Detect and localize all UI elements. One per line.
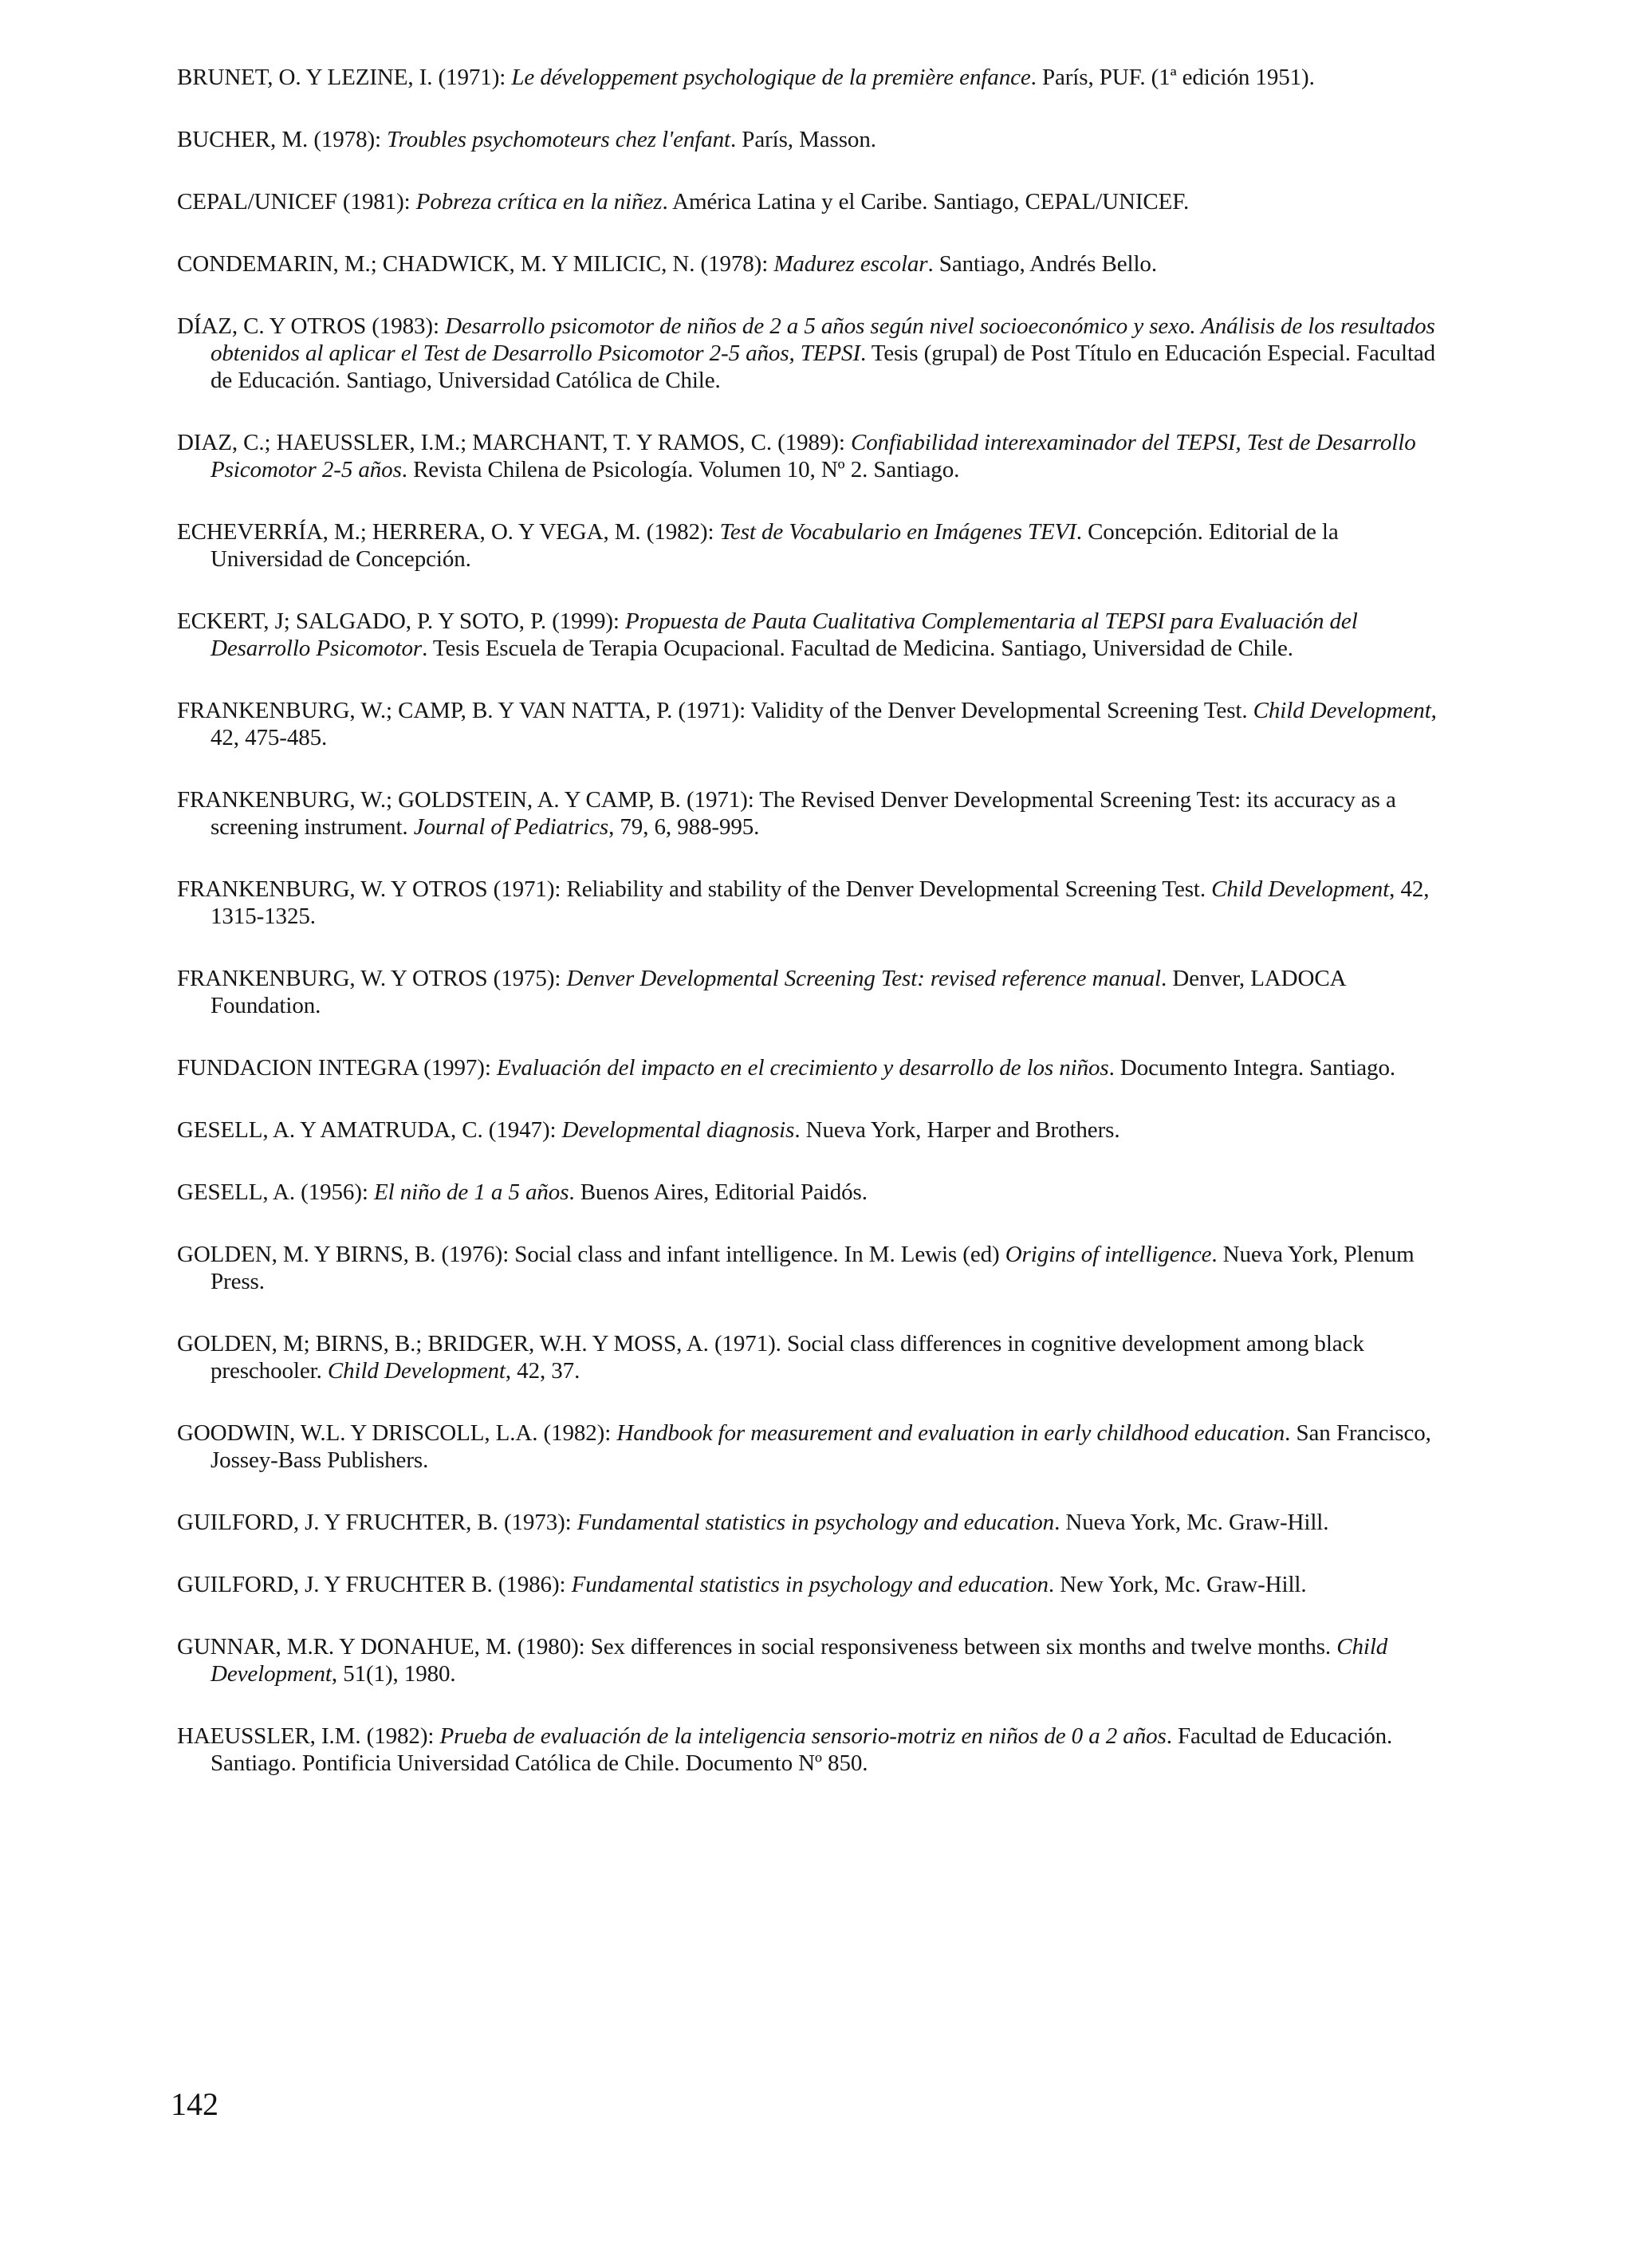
reference-title: Denver Developmental Screening Test: revised reference manual <box>566 966 1162 991</box>
reference-entry <box>177 1054 1453 1081</box>
reference-publication: , 79, 6, 988-995. <box>608 814 760 840</box>
reference-authors: GUNNAR, M.R. Y DONAHUE, M. (1980): Sex differences in social responsiveness between six months and twelve months. <box>177 1634 1337 1660</box>
reference-publication: , 42, 37. <box>505 1358 580 1384</box>
reference-title: Confiabilidad interexaminador del TEPSI, Test de Desarrollo Psicomotor 2-5 años <box>211 430 1416 482</box>
reference-entry <box>177 1330 1453 1384</box>
reference-publication: . Buenos Aires, Editorial Paidós. <box>569 1179 868 1205</box>
reference-title: Le développement psychologique de la première enfance <box>511 65 1031 90</box>
reference-authors: GOLDEN, M. Y BIRNS, B. (1976): Social class and infant intelligence. In M. Lewis (ed) <box>177 1242 1005 1267</box>
reference-entry <box>177 608 1453 662</box>
reference-title: Madurez escolar <box>773 251 928 277</box>
reference-publication: , 42, 1315-1325. <box>211 876 1430 929</box>
reference-publication: . Tesis (grupal) de Post Título en Educación Especial. Facultad de Educación. Santiago, Universidad Católica de Chile. <box>211 341 1436 393</box>
reference-title: Fundamental statistics in psychology and education <box>576 1510 1055 1535</box>
reference-publication: . América Latina y el Caribe. Santiago, CEPAL/UNICEF. <box>662 189 1190 215</box>
reference-authors: DIAZ, C.; HAEUSSLER, I.M.; MARCHANT, T. Y RAMOS, C. (1989): <box>177 430 851 455</box>
reference-publication: . Nueva York, Plenum Press. <box>211 1242 1415 1294</box>
reference-publication: . Concepción. Editorial de la Universidad de Concepción. <box>211 519 1339 572</box>
reference-authors: GESELL, A. Y AMATRUDA, C. (1947): <box>177 1117 562 1143</box>
reference-title: Prueba de evaluación de la inteligencia sensorio-motriz en niños de 0 a 2 años <box>439 1723 1167 1749</box>
reference-title: Child Development <box>1211 876 1390 902</box>
reference-entry <box>177 786 1453 841</box>
reference-publication: . París, PUF. (1ª edición 1951). <box>1030 65 1315 90</box>
reference-entry <box>177 1241 1453 1295</box>
reference-title: Test de Vocabulario en Imágenes TEVI <box>719 519 1076 545</box>
reference-authors: ECHEVERRÍA, M.; HERRERA, O. Y VEGA, M. (1982): <box>177 519 720 545</box>
reference-authors: FRANKENBURG, W. Y OTROS (1975): <box>177 966 567 991</box>
reference-title: Handbook for measurement and evaluation in early childhood education <box>616 1420 1285 1446</box>
reference-title: El niño de 1 a 5 años <box>374 1179 569 1205</box>
reference-publication: . San Francisco, Jossey-Bass Publishers. <box>211 1420 1431 1473</box>
reference-authors: FRANKENBURG, W.; CAMP, B. Y VAN NATTA, P. (1971): Validity of the Denver Developmental Screening Test. <box>177 698 1253 723</box>
reference-title: Origins of intelligence <box>1005 1242 1212 1267</box>
reference-publication: . Nueva York, Mc. Graw-Hill. <box>1054 1510 1329 1535</box>
reference-entry <box>177 429 1453 483</box>
reference-publication: . Documento Integra. Santiago. <box>1108 1055 1396 1081</box>
reference-entry <box>177 697 1453 751</box>
reference-title: Child Development <box>211 1634 1388 1687</box>
reference-authors: ECKERT, J; SALGADO, P. Y SOTO, P. (1999): <box>177 608 626 634</box>
reference-title: Desarrollo psicomotor de niños de 2 a 5 años según nivel socioeconómico y sexo. Análisis de los resultados obtenidos al aplicar el Test de Desarrollo Psicomotor 2-5 años, TEPSI <box>211 313 1435 366</box>
reference-authors: HAEUSSLER, I.M. (1982): <box>177 1723 440 1749</box>
reference-entry <box>177 1633 1453 1687</box>
reference-entry <box>177 126 1453 153</box>
reference-publication: . Facultad de Educación. Santiago. Pontificia Universidad Católica de Chile. Documento Nº 850. <box>211 1723 1393 1776</box>
reference-title: Fundamental statistics in psychology and education <box>571 1572 1049 1597</box>
reference-authors: BRUNET, O. Y LEZINE, I. (1971): <box>177 65 512 90</box>
reference-title: Child Development <box>1253 698 1431 723</box>
reference-entry <box>177 250 1453 278</box>
reference-entry <box>177 1571 1453 1598</box>
reference-title: Evaluación del impacto en el crecimiento y desarrollo de los niños <box>496 1055 1109 1081</box>
reference-title: Troubles psychomoteurs chez l'enfant <box>387 127 730 152</box>
reference-entry <box>177 1723 1453 1777</box>
reference-title: Propuesta de Pauta Cualitativa Complementaria al TEPSI para Evaluación del Desarrollo Psicomotor <box>211 608 1358 661</box>
reference-authors: GOLDEN, M; BIRNS, B.; BRIDGER, W.H. Y MOSS, A. (1971). Social class differences in cognitive development among black preschooler. <box>177 1331 1364 1384</box>
reference-publication: . Denver, LADOCA Foundation. <box>211 966 1345 1018</box>
reference-title: Pobreza crítica en la niñez <box>415 189 663 215</box>
reference-authors: BUCHER, M. (1978): <box>177 127 388 152</box>
reference-authors: GOODWIN, W.L. Y DRISCOLL, L.A. (1982): <box>177 1420 617 1446</box>
reference-publication: , 51(1), 1980. <box>331 1661 456 1687</box>
reference-publication: . Nueva York, Harper and Brothers. <box>794 1117 1120 1143</box>
reference-entry <box>177 965 1453 1019</box>
reference-entry <box>177 518 1453 573</box>
reference-entry <box>177 64 1453 91</box>
reference-entry <box>177 1179 1453 1206</box>
reference-entry <box>177 1116 1453 1144</box>
reference-publication: , 42, 475-485. <box>211 698 1437 750</box>
reference-title: Child Development <box>327 1358 506 1384</box>
reference-entry <box>177 188 1453 215</box>
reference-title: Developmental diagnosis <box>561 1117 795 1143</box>
reference-publication: . París, Masson. <box>730 127 876 152</box>
reference-entry <box>177 1419 1453 1474</box>
reference-entry <box>177 876 1453 930</box>
reference-authors: FRANKENBURG, W. Y OTROS (1971): Reliability and stability of the Denver Developmental Screening Test. <box>177 876 1212 902</box>
reference-authors: CONDEMARIN, M.; CHADWICK, M. Y MILICIC, N. (1978): <box>177 251 774 277</box>
reference-entry <box>177 313 1453 394</box>
reference-publication: . Tesis Escuela de Terapia Ocupacional. Facultad de Medicina. Santiago, Universidad de Chile. <box>422 636 1293 661</box>
page-number: 142 <box>171 2086 218 2122</box>
reference-list <box>177 64 1453 1812</box>
reference-publication: . New York, Mc. Graw-Hill. <box>1048 1572 1307 1597</box>
reference-authors: CEPAL/UNICEF (1981): <box>177 189 416 215</box>
reference-publication: . Revista Chilena de Psicología. Volumen 10, Nº 2. Santiago. <box>401 457 960 482</box>
reference-authors: DÍAZ, C. Y OTROS (1983): <box>177 313 446 339</box>
reference-authors: GUILFORD, J. Y FRUCHTER B. (1986): <box>177 1572 572 1597</box>
reference-title: Journal of Pediatrics <box>413 814 609 840</box>
reference-authors: GESELL, A. (1956): <box>177 1179 374 1205</box>
reference-authors: GUILFORD, J. Y FRUCHTER, B. (1973): <box>177 1510 577 1535</box>
reference-authors: FRANKENBURG, W.; GOLDSTEIN, A. Y CAMP, B. (1971): The Revised Denver Developmental Screening Test: its accuracy as a screening instrument. <box>177 787 1396 840</box>
reference-entry <box>177 1509 1453 1536</box>
reference-publication: . Santiago, Andrés Bello. <box>927 251 1157 277</box>
reference-authors: FUNDACION INTEGRA (1997): <box>177 1055 497 1081</box>
